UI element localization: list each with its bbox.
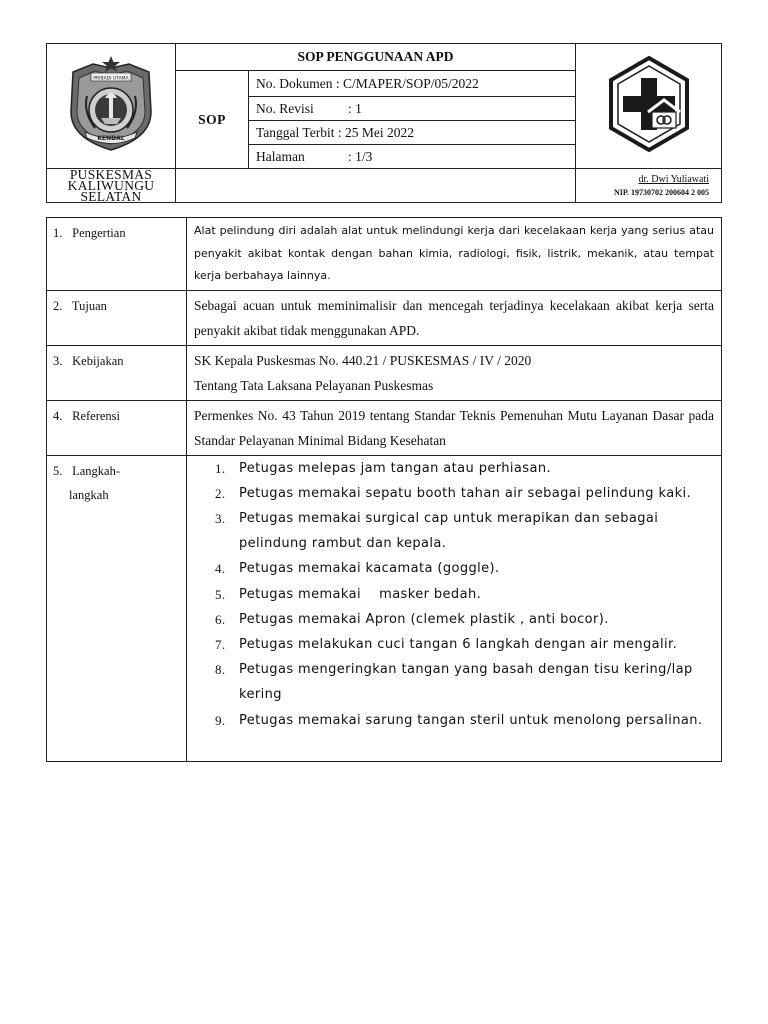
signature-block bbox=[576, 169, 722, 203]
org-line-2: KALIWUNGU SELATAN bbox=[67, 178, 155, 204]
section-title: Referensi bbox=[72, 408, 121, 423]
section-row-referensi bbox=[47, 400, 722, 455]
section-title: Kebijakan bbox=[72, 353, 124, 368]
step-item bbox=[197, 556, 714, 581]
section-number: 5. bbox=[53, 463, 63, 478]
step-item bbox=[197, 632, 714, 657]
organization-name bbox=[47, 169, 176, 203]
steps-cell bbox=[187, 455, 722, 761]
section-label bbox=[47, 400, 187, 455]
section-label bbox=[47, 290, 187, 345]
section-label bbox=[47, 455, 187, 761]
section-title: Pengertian bbox=[72, 226, 126, 240]
step-text: Petugas memakai surgical cap untuk merapikan dan sebagai pelindung rambut dan kepala. bbox=[239, 510, 663, 552]
step-item bbox=[197, 607, 714, 632]
section-text bbox=[187, 345, 722, 400]
puskesmas-logo-cell bbox=[576, 44, 722, 169]
signer-nip: NIP. 19730702 200604 2 005 bbox=[613, 187, 709, 197]
logo-banner-text: PRIBADI UTAMA bbox=[93, 76, 129, 82]
section-number: 1. bbox=[53, 226, 63, 240]
meta-label: Halaman bbox=[256, 148, 305, 164]
section-title-cont: langkah bbox=[69, 487, 109, 502]
puskesmas-cross-logo-icon bbox=[604, 54, 694, 154]
step-item bbox=[197, 456, 714, 481]
meta-label: No. Revisi bbox=[256, 100, 314, 116]
section-label bbox=[47, 345, 187, 400]
section-number: 4. bbox=[53, 408, 63, 423]
step-item bbox=[197, 657, 714, 707]
step-number: 5. bbox=[215, 586, 226, 602]
signer-name: dr. Dwi Yuliawati bbox=[638, 173, 709, 185]
sop-label: SOP bbox=[176, 71, 249, 169]
step-text: Petugas melakukan cuci tangan 6 langkah dengan air mengalir. bbox=[239, 636, 678, 652]
meta-value: : C/MAPER/SOP/05/2022 bbox=[335, 75, 479, 91]
section-number: 2. bbox=[53, 298, 63, 313]
meta-issue-date bbox=[249, 121, 576, 145]
meta-value: : 1 bbox=[348, 100, 362, 116]
org-line-1: PUSKESMAS bbox=[69, 167, 153, 182]
document-title: SOP PENGGUNAAN APD bbox=[176, 44, 576, 71]
meta-doc-number bbox=[249, 71, 576, 97]
section-row-pengertian bbox=[47, 218, 722, 291]
kendal-logo-cell bbox=[47, 44, 176, 169]
section-text: Sebagai acuan untuk meminimalisir dan mencegah terjadinya kecelakaan akibat kerja serta penyakit akibat tidak menggunakan APD. bbox=[187, 290, 722, 345]
step-item bbox=[197, 582, 714, 607]
section-text: Permenkes No. 43 Tahun 2019 tentang Standar Teknis Pemenuhan Mutu Layanan Dasar pada Standar Pelayanan Minimal Bidang Kesehatan bbox=[187, 400, 722, 455]
sop-content-table bbox=[46, 217, 722, 762]
kendal-emblem-icon bbox=[65, 54, 157, 154]
section-row-kebijakan bbox=[47, 345, 722, 400]
policy-line-2: Tentang Tata Laksana Pelayanan Puskesmas bbox=[194, 377, 434, 393]
step-text: Petugas melepas jam tangan atau perhiasan. bbox=[239, 460, 551, 476]
section-row-tujuan bbox=[47, 290, 722, 345]
steps-list bbox=[197, 456, 714, 733]
step-item bbox=[197, 481, 714, 506]
meta-label: Tanggal Terbit bbox=[256, 124, 335, 140]
step-item bbox=[197, 708, 714, 733]
step-number: 3. bbox=[215, 510, 226, 526]
meta-value: : 25 Mei 2022 bbox=[337, 124, 414, 140]
step-number: 8. bbox=[215, 662, 226, 678]
blank-footer-cell bbox=[176, 169, 576, 203]
meta-label: No. Dokumen bbox=[256, 75, 333, 91]
step-number: 4. bbox=[215, 561, 226, 577]
step-text: Petugas memakai Apron (clemek plastik , anti bocor). bbox=[239, 611, 609, 627]
step-number: 6. bbox=[215, 611, 226, 627]
section-text: Alat pelindung diri adalah alat untuk melindungi kerja dari kecelakaan kerja yang serius atau penyakit akibat kontak dengan bahan kimia, radiologi, fisik, listrik, mekanik, atau tempat kerja berbahaya lainnya. bbox=[187, 218, 722, 291]
section-title: Langkah- bbox=[72, 463, 121, 478]
step-text: Petugas memakai kacamata (goggle). bbox=[239, 561, 500, 577]
meta-page bbox=[249, 145, 576, 169]
step-number: 9. bbox=[215, 712, 226, 728]
step-text: Petugas mengeringkan tangan yang basah dengan tisu kering/lap kering bbox=[239, 662, 698, 703]
step-item bbox=[197, 506, 714, 556]
step-number: 2. bbox=[215, 485, 226, 501]
section-row-langkah bbox=[47, 455, 722, 761]
section-title: Tujuan bbox=[71, 298, 107, 313]
sop-header-table bbox=[46, 43, 722, 203]
step-text: Petugas memakai masker bedah. bbox=[239, 586, 482, 602]
logo-region-text: KENDAL bbox=[97, 135, 125, 142]
step-number: 1. bbox=[215, 460, 226, 476]
step-number: 7. bbox=[215, 636, 226, 652]
policy-line-1: SK Kepala Puskesmas No. 440.21 / PUSKESMAS / IV / 2020 bbox=[194, 352, 532, 368]
step-text: Petugas memakai sarung tangan steril untuk menolong persalinan. bbox=[239, 712, 703, 728]
section-number: 3. bbox=[53, 353, 63, 368]
meta-value: : 1/3 bbox=[348, 148, 373, 164]
section-label bbox=[47, 218, 187, 291]
step-text: Petugas memakai sepatu booth tahan air sebagai pelindung kaki. bbox=[239, 485, 692, 501]
meta-revision bbox=[249, 97, 576, 121]
